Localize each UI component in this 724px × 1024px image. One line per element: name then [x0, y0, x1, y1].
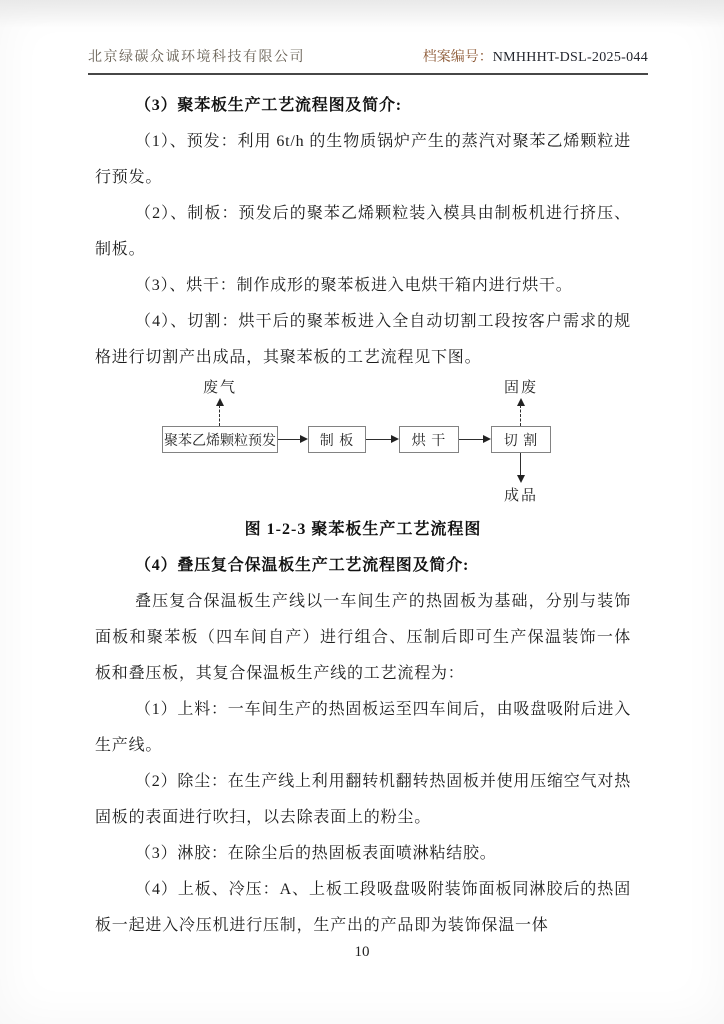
- section-heading-3: （3）聚苯板生产工艺流程图及简介:: [135, 97, 402, 114]
- arrow-up-icon: [517, 398, 525, 406]
- arrow-up-icon: [216, 398, 224, 406]
- dashed-arrow-solid-waste: [520, 405, 521, 426]
- paragraph-dust: （2）除尘：在生产线上利用翻转机翻转热固板并使用压缩空气对热固板的表面进行吹扫，以去除表面上的粉尘。: [95, 773, 632, 826]
- waste-gas-label: 废气: [202, 380, 238, 396]
- arrow-right-icon: [483, 435, 491, 443]
- paragraph-intro: 叠压复合保温板生产线以一车间生产的热固板为基础，分别与装饰面板和聚苯板（四车间自产）进行组合、压制后即可生产保温装饰一体板和叠压板，其复合保温板生产线的工艺流程为：: [95, 593, 631, 682]
- company-name: 北京绿碳众诚环境科技有限公司: [88, 50, 305, 65]
- arrow-right-icon: [391, 435, 399, 443]
- file-number-value: NMHHHT-DSL-2025-044: [492, 50, 648, 65]
- product-label: 成品: [503, 488, 539, 504]
- page-header: [88, 46, 648, 75]
- file-number-label: 档案编号：: [422, 50, 493, 65]
- section-heading-4: （4）叠压复合保温板生产工艺流程图及简介:: [135, 557, 470, 574]
- paragraph-press: （4）上板、冷压：A、上板工段吸盘吸附装饰面板同淋胶后的热固板一起进入冷压机进行压制，生产出的产品即为装饰保温一体: [95, 881, 631, 934]
- solid-waste-label: 固废: [503, 380, 539, 396]
- arrow-cut-to-product: [520, 453, 521, 476]
- arrow-board-to-dry: [366, 439, 392, 440]
- paragraph-cut: （4）、切割：烘干后的聚苯板进入全自动切割工段按客户需求的规格进行切割产出成品，其聚苯板的工艺流程见下图。: [95, 313, 631, 366]
- paragraph-dry: （3）、烘干：制作成形的聚苯板进入电烘干箱内进行烘干。: [135, 277, 573, 294]
- arrow-dry-to-cut: [459, 439, 484, 440]
- arrow-down-icon: [517, 475, 525, 483]
- document-body: [95, 88, 631, 944]
- paragraph-loading: （1）上料：一车间生产的热固板运至四车间后，由吸盘吸附后进入生产线。: [95, 701, 632, 754]
- flow-box-prefoam: 聚苯乙烯颗粒预发: [162, 426, 278, 453]
- arrow-prefoam-to-board: [278, 439, 301, 440]
- process-flow-diagram: [95, 376, 631, 512]
- flow-box-board: 制 板: [308, 426, 366, 453]
- flow-box-cut: 切 割: [491, 426, 551, 453]
- file-number-group: [423, 46, 648, 66]
- dashed-arrow-waste-gas: [219, 405, 220, 426]
- flow-box-dry: 烘 干: [399, 426, 459, 453]
- paragraph-glue: （3）淋胶：在除尘后的热固板表面喷淋粘结胶。: [135, 845, 497, 862]
- page-number: 10: [354, 944, 370, 960]
- paragraph-board: （2）、制板：预发后的聚苯乙烯颗粒装入模具由制板机进行挤压、制板。: [95, 205, 631, 258]
- figure-caption: 图 1-2-3 聚苯板生产工艺流程图: [244, 521, 482, 538]
- arrow-right-icon: [300, 435, 308, 443]
- paragraph-prefoam: （1）、预发：利用 6t/h 的生物质锅炉产生的蒸汽对聚苯乙烯颗粒进行预发。: [95, 133, 631, 186]
